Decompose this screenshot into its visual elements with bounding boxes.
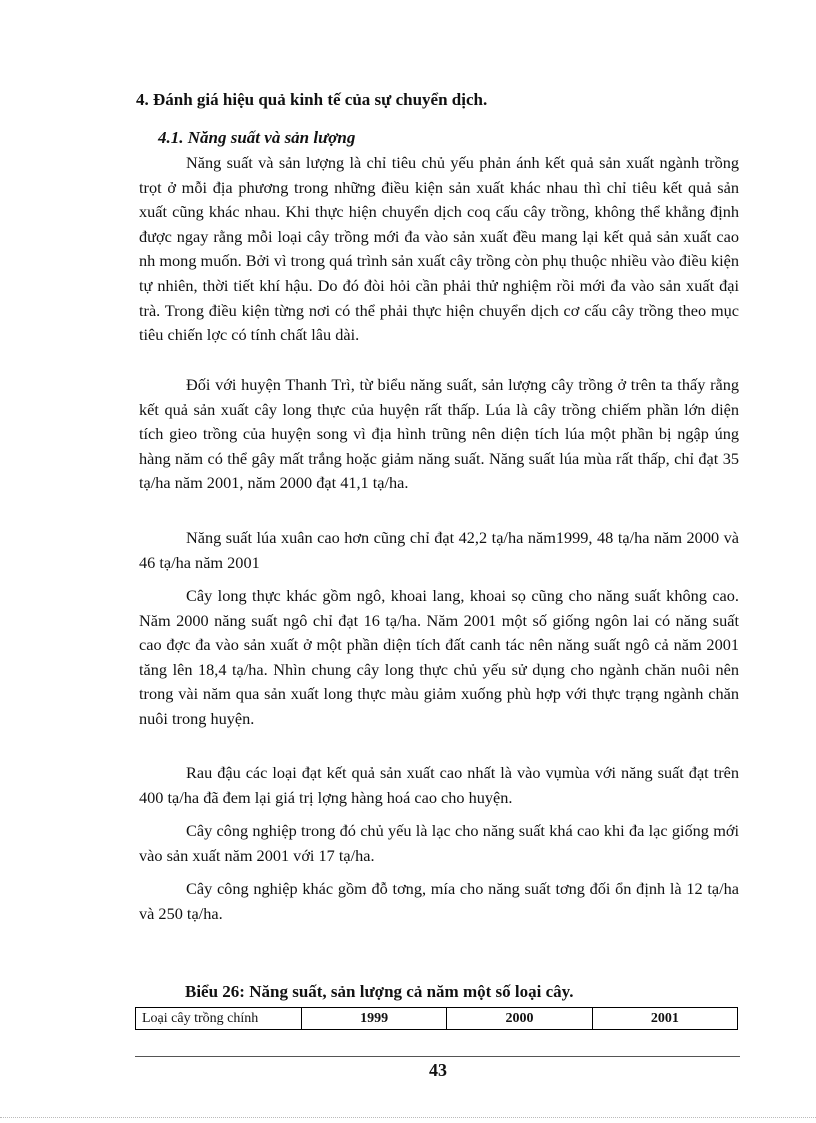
header-cell-2000: 2000	[447, 1008, 592, 1030]
yield-table	[135, 1007, 738, 1030]
header-cell-crop: Loại cây trồng chính	[136, 1008, 302, 1030]
header-cell-2001: 2001	[592, 1008, 737, 1030]
paragraph	[139, 877, 739, 926]
paragraph	[139, 373, 739, 496]
section-heading: 4. Đánh giá hiệu quả kinh tế của sự chuyển dịch.	[136, 90, 488, 109]
header-cell-1999: 1999	[302, 1008, 447, 1030]
paragraph-text: Năng suất lúa xuân cao hơn cũng chỉ đạt 42,2 tạ/ha năm1999, 48 tạ/ha năm 2000 và 46 tạ/ha năm 2001	[139, 528, 739, 572]
paragraph	[139, 151, 739, 348]
paragraph-text: Cây công nghiệp khác gồm đỗ tơng, mía cho năng suất tơng đối ổn định là 12 tạ/ha và 250 tạ/ha.	[139, 879, 739, 923]
subsection-heading: 4.1. Năng suất và sản lượng	[158, 128, 356, 147]
page-edge-divider	[0, 1117, 816, 1118]
table-caption: Biểu 26: Năng suất, sản lượng cả năm một số loại cây.	[185, 982, 574, 1001]
paragraph	[139, 819, 739, 868]
paragraph-text: Năng suất và sản lượng là chỉ tiêu chủ yếu phản ánh kết quả sản xuất ngành trồng trọt ở mỗi địa phương trong những điều kiện sản xuất khác nhau thì chỉ tiêu kết quả sản xuất cũng khác nhau. Khi thực hiện chuyển dịch coq cấu cây trồng, không thể khẳng định được ngay rằng mỗi loại cây trồng mới đa vào sản xuất đều mang lại kết quả sản xuất cao nh mong muốn. Bởi vì trong quá trình sản xuất cây trồng còn phụ thuộc nhiều vào điều kiện tự nhiên, thời tiết khí hậu. Do đó đòi hỏi cần phải thử nghiệm rồi mới đa vào sản xuất đại trà. Trong điều kiện từng nơi có thể phải thực hiện chuyển dịch cơ cấu cây trồng theo mục tiêu chiến lợc có tính chất lâu dài.	[139, 153, 739, 345]
page-number: 43	[429, 1060, 447, 1080]
paragraph	[139, 761, 739, 810]
paragraph-text: Cây long thực khác gồm ngô, khoai lang, khoai sọ cũng cho năng suất không cao. Năm 2000 năng suất ngô chỉ đạt 16 tạ/ha. Năm 2001 một số giống ngôn lai có năng suất cao đợc đa vào sản xuất ở một phần diện tích đất canh tác nên năng suất ngô cả năm 2001 tăng lên 18,4 tạ/ha. Nhìn chung cây long thực chủ yếu sử dụng cho ngành chăn nuôi nên trong vài năm qua sản xuất long thực màu giảm xuống phù hợp với thực trạng ngành chăn nuôi trong huyện.	[139, 586, 739, 728]
table-header-row	[136, 1008, 738, 1030]
footer-divider	[135, 1056, 740, 1057]
paragraph-text: Cây công nghiệp trong đó chủ yếu là lạc cho năng suất khá cao khi đa lạc giống mới vào sản xuất năm 2001 với 17 tạ/ha.	[139, 821, 739, 865]
paragraph	[139, 584, 739, 732]
paragraph-text: Rau đậu các loại đạt kết quả sản xuất cao nhất là vào vụmùa với năng suất đạt trên 400 tạ/ha đã đem lại giá trị lợng hàng hoá cao cho huyện.	[139, 763, 739, 807]
paragraph	[139, 526, 739, 575]
paragraph-text: Đối với huyện Thanh Trì, từ biểu năng suất, sản lượng cây trồng ở trên ta thấy rằng kết quả sản xuất cây long thực của huyện rất thấp. Lúa là cây trồng chiếm phần lớn diện tích gieo trồng của huyện song vì địa hình trũng nên diện tích lúa một phần bị ngập úng hàng năm có thể gây mất trắng hoặc giảm năng suất. Năng suất lúa mùa rất thấp, chỉ đạt 35 tạ/ha năm 2001, năm 2000 đạt 41,1 tạ/ha.	[139, 375, 739, 493]
